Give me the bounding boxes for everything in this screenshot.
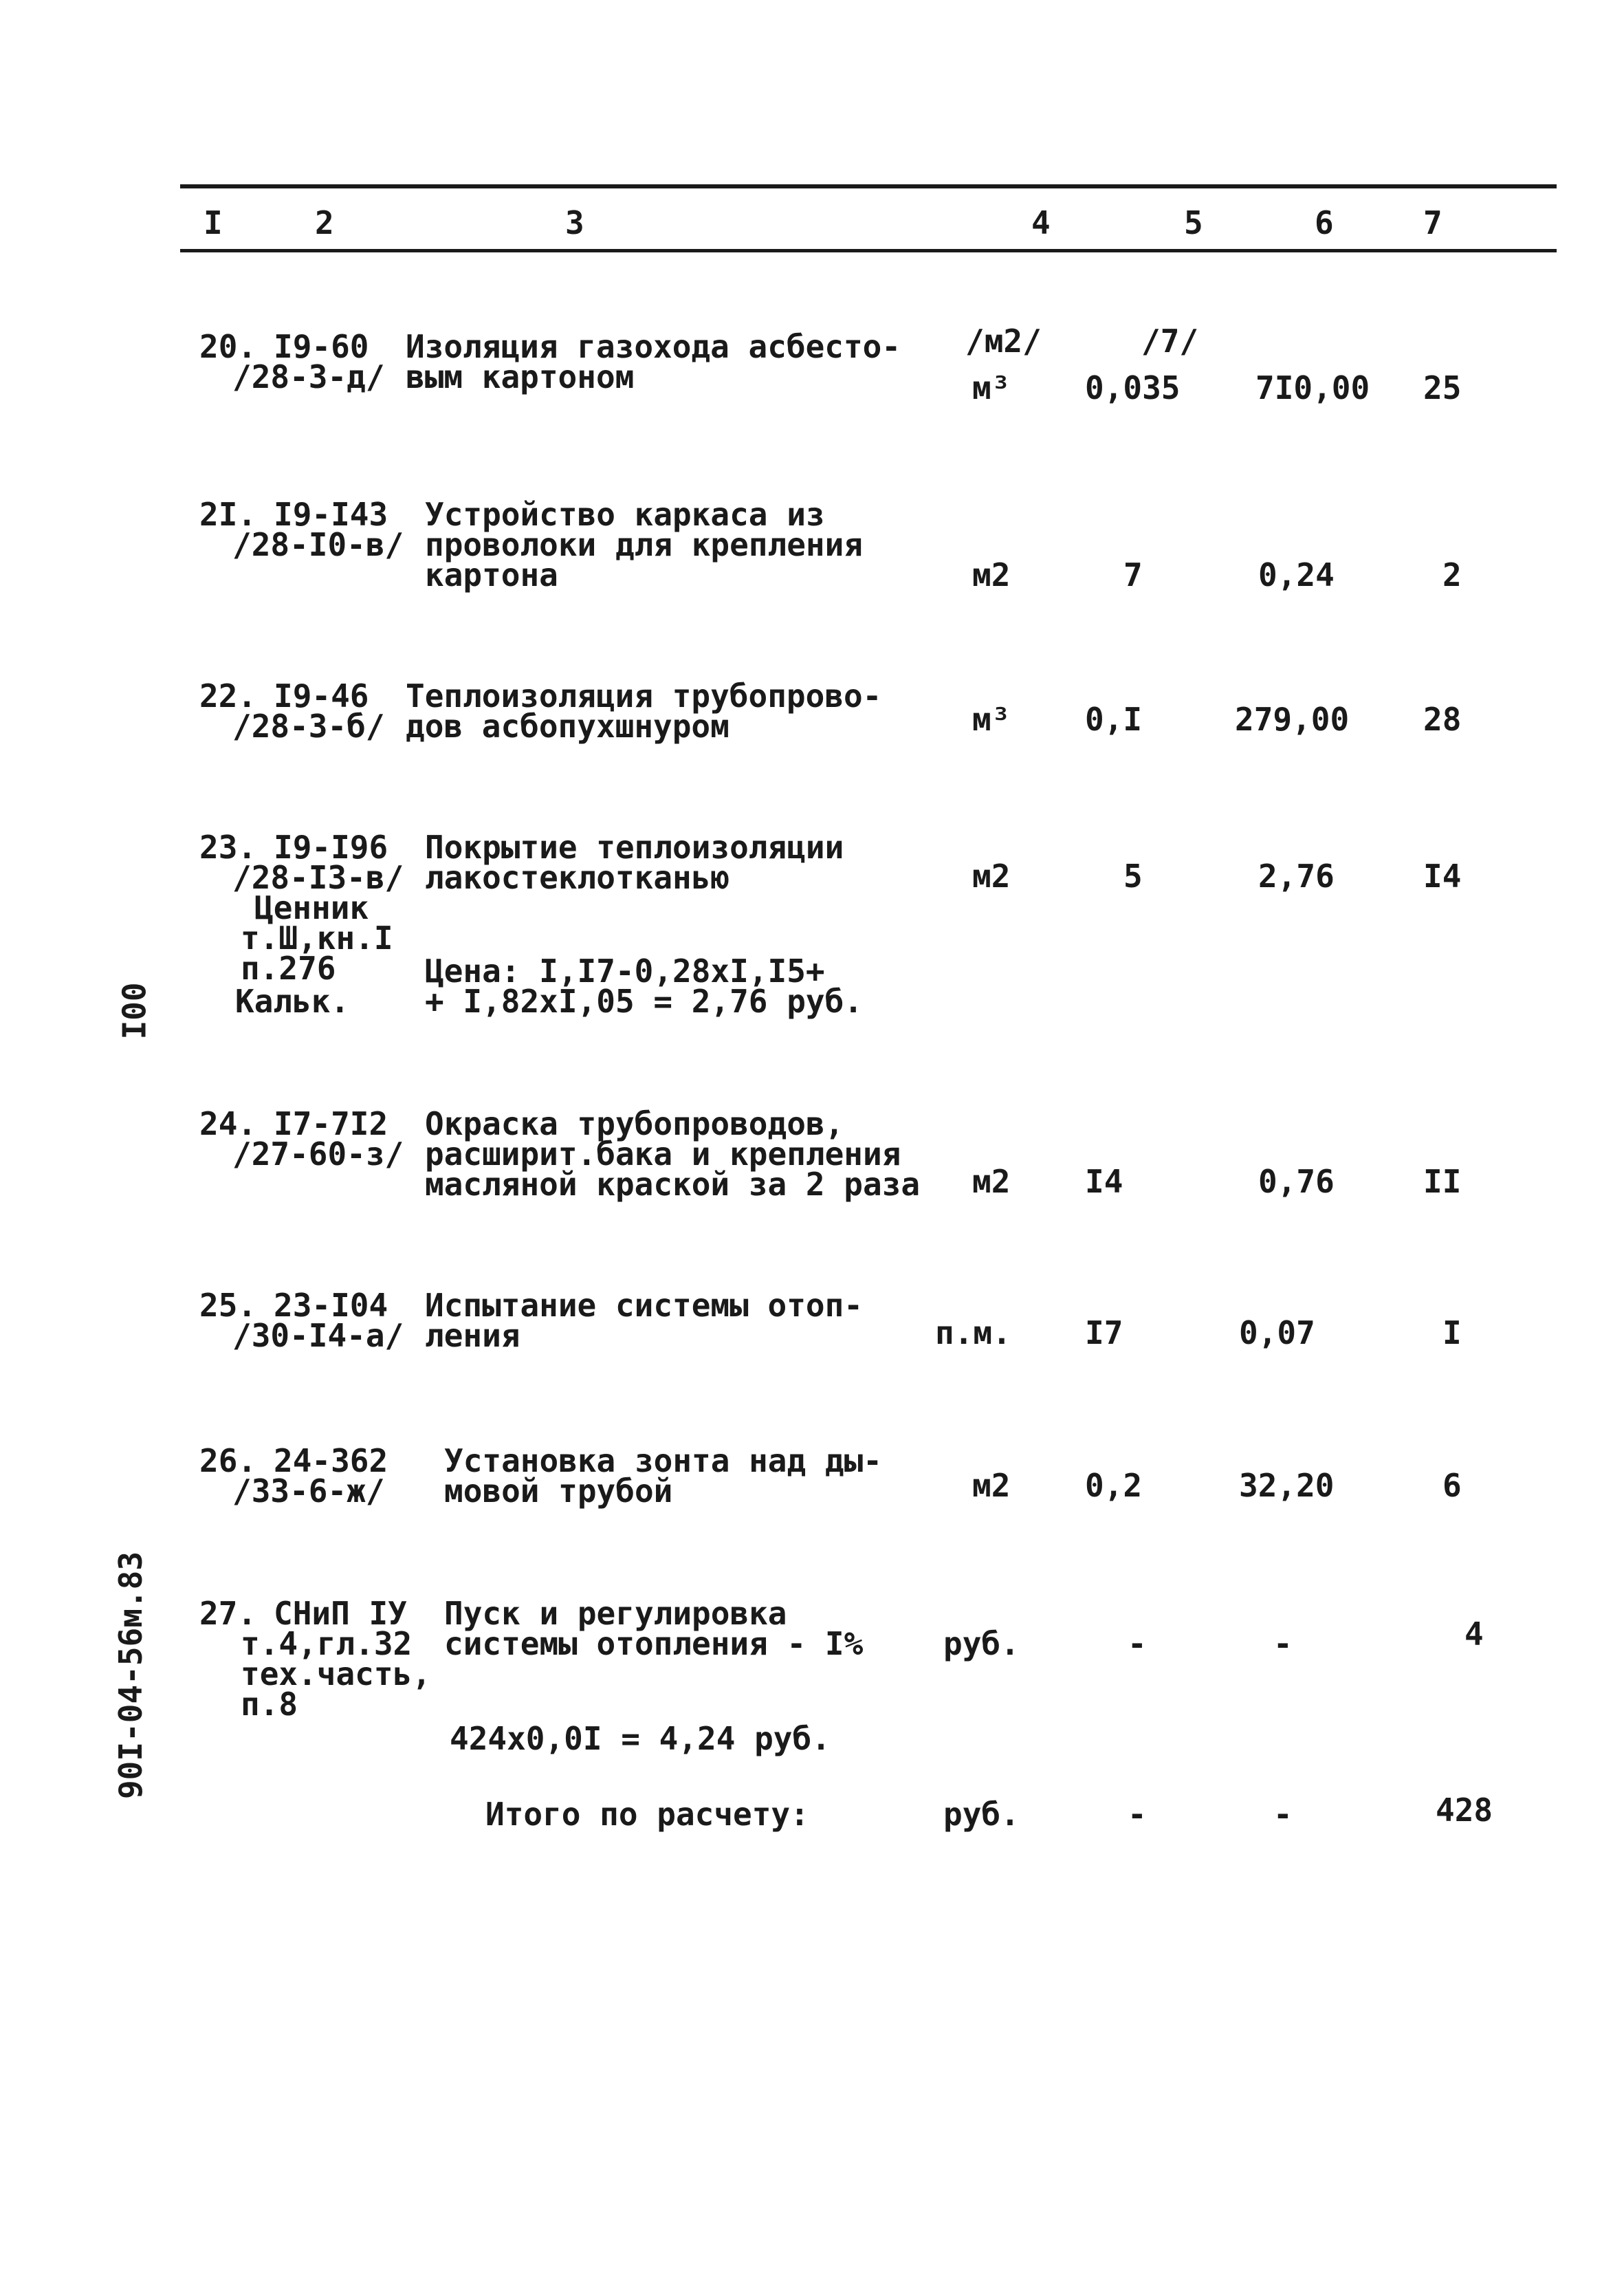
row-number: 22.	[199, 677, 257, 715]
total-label: Итого по расчету:	[485, 1796, 809, 1833]
row-reference: т.Ш,кн.I	[241, 919, 393, 957]
row-code: /30-I4-а/	[232, 1317, 404, 1354]
row-sum: II	[1423, 1163, 1462, 1200]
row-code: /28-3-д/	[232, 358, 385, 395]
row-reference: Кальк.	[235, 983, 350, 1020]
row-description: Изоляция газохода асбесто-	[406, 328, 901, 365]
row-description: дов асбопухшнуром	[406, 708, 729, 745]
row-unit: руб.	[943, 1625, 1020, 1662]
row-calculation: Цена: I,I7-0,28хI,I5+	[425, 953, 825, 990]
row-quantity: I4	[1085, 1163, 1123, 1200]
col-header-3: 3	[565, 204, 584, 241]
row-description: Испытание системы отоп-	[425, 1287, 863, 1324]
row-description: Покрытие теплоизоляции	[425, 829, 844, 866]
row-code: /28-3-б/	[232, 708, 385, 745]
row-code: 23-I04	[274, 1287, 388, 1324]
row-code: /33-6-ж/	[232, 1472, 385, 1510]
row-description: мовой трубой	[444, 1472, 673, 1510]
row-description: вым картоном	[406, 358, 635, 395]
row-number: 24.	[199, 1105, 257, 1142]
row-code: I9-60	[274, 328, 369, 365]
row-code: СНиП IУ	[274, 1595, 407, 1632]
total-quantity: -	[1128, 1796, 1147, 1833]
row-price: 279,00	[1235, 701, 1350, 738]
row-description: масляной краской за 2 раза	[425, 1166, 921, 1203]
row-reference: п.276	[241, 950, 336, 987]
row-quantity: I7	[1085, 1314, 1123, 1351]
row-unit: /м2/	[965, 323, 1042, 360]
row-sum: 28	[1423, 701, 1462, 738]
total-sum: 428	[1436, 1792, 1493, 1829]
row-description: лакостеклотканью	[425, 859, 730, 896]
row-quantity: -	[1128, 1625, 1147, 1662]
row-price: 7I0,00	[1255, 369, 1370, 406]
row-price: 0,24	[1258, 556, 1335, 594]
row-description: Окраска трубопроводов,	[425, 1105, 844, 1142]
row-quantity: /7/	[1141, 323, 1199, 360]
row-number: 26.	[199, 1442, 257, 1479]
col-header-6: 6	[1315, 204, 1334, 241]
row-reference: Ценник	[254, 889, 369, 926]
row-code: /27-60-з/	[232, 1135, 404, 1173]
row-code: I9-I96	[274, 829, 388, 866]
row-unit: м³	[972, 701, 1011, 738]
col-header-2: 2	[315, 204, 334, 241]
row-code: /28-I0-в/	[232, 526, 404, 563]
row-sum: I4	[1423, 858, 1462, 895]
row-sum: 4	[1464, 1615, 1484, 1653]
document-code: 90I-04-56м.83	[112, 1551, 150, 1800]
row-number: 20.	[199, 328, 257, 365]
row-number: 25.	[199, 1287, 257, 1324]
row-sum: 25	[1423, 369, 1462, 406]
row-description: картона	[425, 556, 558, 594]
page-number: I00	[116, 982, 153, 1040]
table-top-rule	[180, 184, 1557, 188]
row-price: 0,07	[1239, 1314, 1315, 1351]
row-quantity: 0,035	[1085, 369, 1181, 406]
col-header-1: I	[204, 204, 223, 241]
row-price: 2,76	[1258, 858, 1335, 895]
row-unit: м2	[972, 556, 1011, 594]
row-calculation: + I,82хI,05 = 2,76 руб.	[425, 983, 863, 1020]
col-header-7: 7	[1423, 204, 1442, 241]
row-unit: м2	[972, 1467, 1011, 1504]
row-description: проволоки для крепления	[425, 526, 863, 563]
row-reference: т.4,гл.32	[241, 1625, 413, 1662]
row-unit: м2	[972, 1163, 1011, 1200]
row-description: расширит.бака и крепления	[425, 1135, 901, 1173]
row-sum: 2	[1442, 556, 1462, 594]
row-code: 24-362	[274, 1442, 388, 1479]
row-description: системы отопления - I%	[444, 1625, 864, 1662]
row-code: I9-46	[274, 677, 369, 715]
row-quantity: 0,2	[1085, 1467, 1143, 1504]
row-description: Устройство каркаса из	[425, 496, 825, 533]
row-sum: I	[1442, 1314, 1462, 1351]
col-header-5: 5	[1184, 204, 1203, 241]
total-price: -	[1273, 1796, 1293, 1833]
row-description: ления	[425, 1317, 520, 1354]
row-number: 23.	[199, 829, 257, 866]
table-header-rule	[180, 249, 1557, 252]
row-quantity: 5	[1123, 858, 1143, 895]
row-unit: п.м.	[935, 1314, 1011, 1351]
row-reference: п.8	[241, 1686, 298, 1723]
row-number: 27.	[199, 1595, 257, 1632]
col-header-4: 4	[1031, 204, 1051, 241]
row-reference: тех.часть,	[241, 1655, 431, 1692]
row-unit: м³	[972, 369, 1011, 406]
total-unit: руб.	[943, 1796, 1020, 1833]
row-unit: м2	[972, 858, 1011, 895]
row-calculation: 424х0,0I = 4,24 руб.	[450, 1720, 831, 1757]
row-price: 0,76	[1258, 1163, 1335, 1200]
row-quantity: 0,I	[1085, 701, 1143, 738]
row-code: I9-I43	[274, 496, 388, 533]
row-code: I7-7I2	[274, 1105, 388, 1142]
row-price: -	[1273, 1625, 1293, 1662]
row-description: Теплоизоляция трубопрово-	[406, 677, 882, 715]
row-code: /28-I3-в/	[232, 859, 404, 896]
row-number: 2I.	[199, 496, 257, 533]
row-description: Пуск и регулировка	[444, 1595, 787, 1632]
row-description: Установка зонта над ды-	[444, 1442, 882, 1479]
row-quantity: 7	[1123, 556, 1143, 594]
row-sum: 6	[1442, 1467, 1462, 1504]
row-price: 32,20	[1239, 1467, 1335, 1504]
